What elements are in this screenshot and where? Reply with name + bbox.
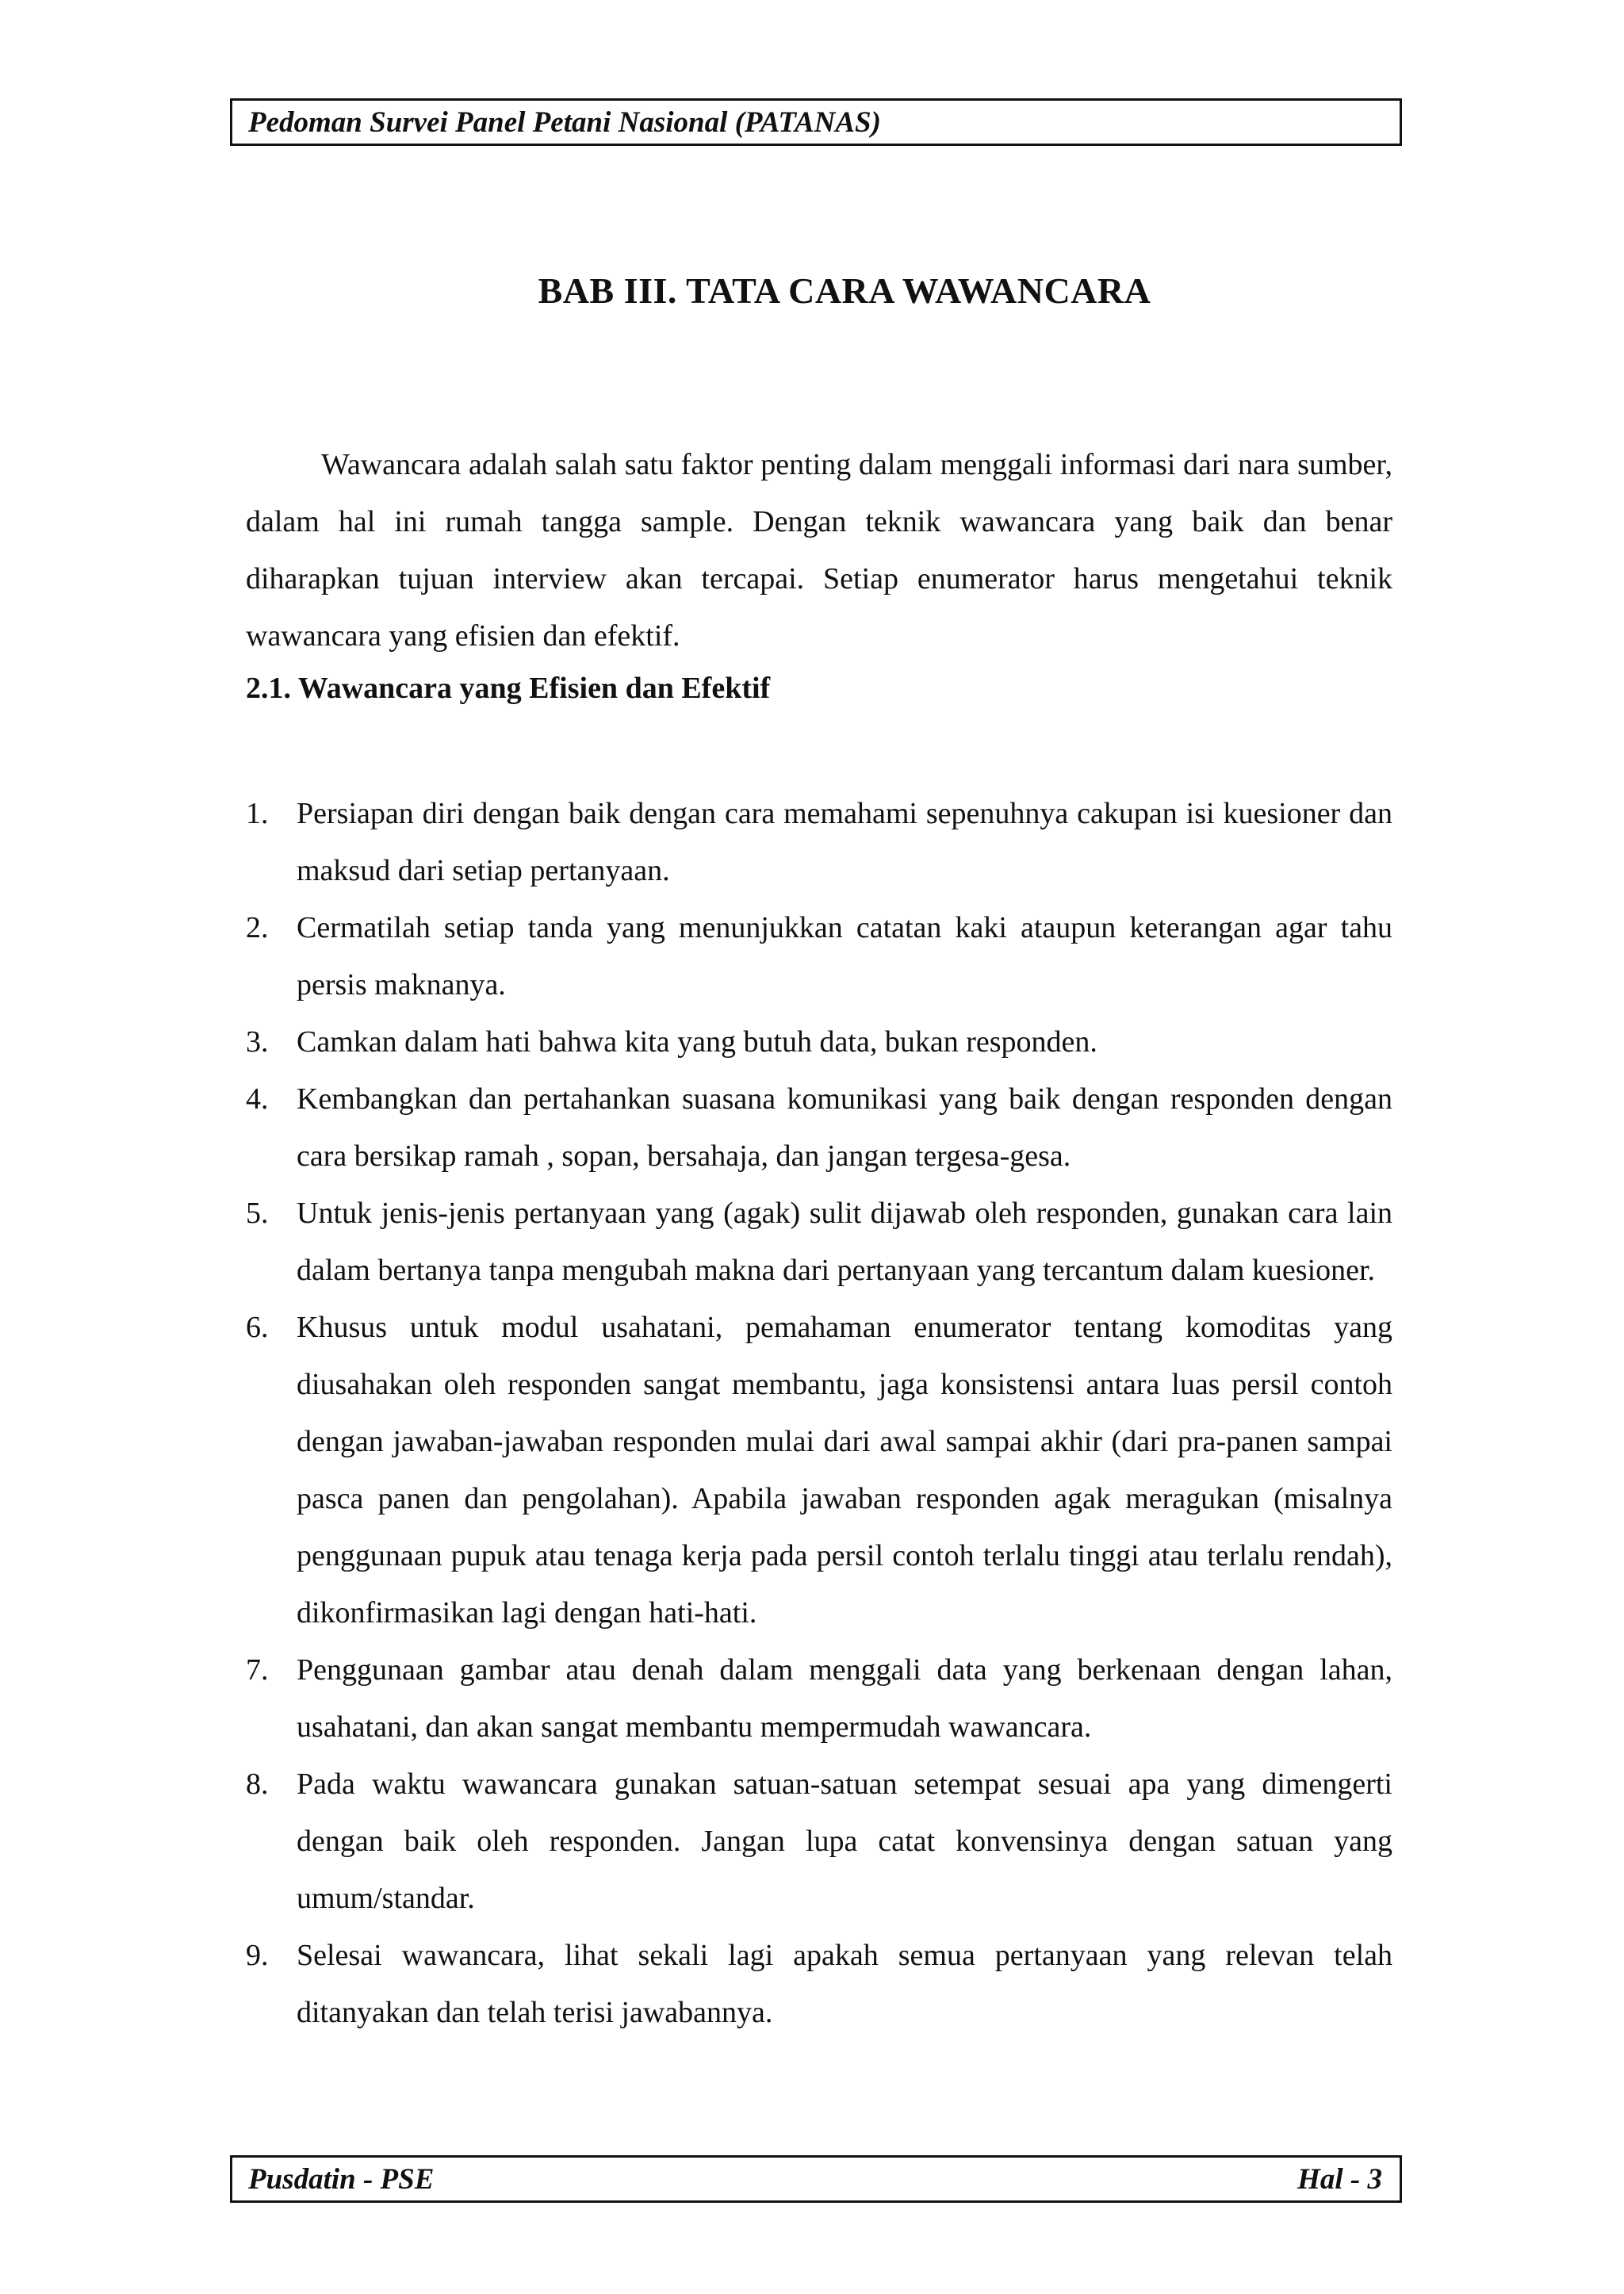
list-item-number: 3.: [246, 1025, 269, 1059]
list-item-number: 1.: [246, 797, 269, 830]
list-item: [246, 1185, 1392, 1299]
list-item-text: Persiapan diri dengan baik dengan cara memahami sepenuhnya cakupan isi kuesioner dan maksud dari setiap pertanyaan.: [297, 797, 1392, 887]
list-item-number: 5.: [246, 1197, 269, 1230]
list-item: [246, 1756, 1392, 1927]
list-item-text: Selesai wawancara, lihat sekali lagi apakah semua pertanyaan yang relevan telah ditanyakan dan telah terisi jawabannya.: [297, 1939, 1392, 2029]
list-item: [246, 785, 1392, 899]
list-item: [246, 899, 1392, 1013]
list-item-number: 6.: [246, 1311, 269, 1344]
guideline-list: [246, 785, 1392, 2041]
list-item-text: Camkan dalam hati bahwa kita yang butuh data, bukan responden.: [297, 1025, 1097, 1059]
running-header: [230, 98, 1402, 146]
list-item: [246, 1070, 1392, 1185]
list-item-text: Khusus untuk modul usahatani, pemahaman enumerator tentang komoditas yang diusahakan oleh responden sangat membantu, jaga konsistensi antara luas persil contoh dengan jawaban-jawaban responden mulai dari awal sampai akhir (dari pra-panen sampai pasca panen dan pengolahan). Apabila jawaban responden agak meragukan (misalnya penggunaan pupuk atau tenaga kerja pada persil contoh terlalu tinggi atau terlalu rendah), dikonfirmasikan lagi dengan hati-hati.: [297, 1311, 1392, 1630]
list-item-text: Untuk jenis-jenis pertanyaan yang (agak) sulit dijawab oleh responden, gunakan cara lain dalam bertanya tanpa mengubah makna dari pertanyaan yang tercantum dalam kuesioner.: [297, 1197, 1392, 1287]
header-title: Pedoman Survei Panel Petani Nasional (PATANAS): [248, 105, 881, 139]
intro-paragraph: Wawancara adalah salah satu faktor penting dalam menggali informasi dari nara sumber, dalam hal ini rumah tangga sample. Dengan teknik wawancara yang baik dan benar diharapkan tujuan interview akan tercapai. Setiap enumerator harus mengetahui teknik wawancara yang efisien dan efektif.: [246, 448, 1392, 653]
list-item-number: 7.: [246, 1653, 269, 1687]
page-number: Hal - 3: [1297, 2162, 1382, 2196]
running-footer: [230, 2155, 1402, 2203]
section-heading: 2.1. Wawancara yang Efisien dan Efektif: [246, 672, 771, 705]
list-item-text: Cermatilah setiap tanda yang menunjukkan catatan kaki ataupun keterangan agar tahu persis maknanya.: [297, 911, 1392, 1001]
list-item-text: Pada waktu wawancara gunakan satuan-satuan setempat sesuai apa yang dimengerti dengan baik oleh responden. Jangan lupa catat konvensinya dengan satuan yang umum/standar.: [297, 1767, 1392, 1915]
list-item-number: 9.: [246, 1939, 269, 1972]
list-item-number: 8.: [246, 1767, 269, 1801]
list-item-number: 4.: [246, 1082, 269, 1116]
list-item-text: Kembangkan dan pertahankan suasana komunikasi yang baik dengan responden dengan cara bersikap ramah , sopan, bersahaja, dan jangan tergesa-gesa.: [297, 1082, 1392, 1173]
chapter-title: BAB III. TATA CARA WAWANCARA: [538, 270, 1151, 311]
list-item: [246, 1927, 1392, 2041]
list-item-text: Penggunaan gambar atau denah dalam menggali data yang berkenaan dengan lahan, usahatani, dan akan sangat membantu mempermudah wawancara.: [297, 1653, 1392, 1744]
list-item: [246, 1641, 1392, 1756]
list-item: [246, 1299, 1392, 1641]
list-item-number: 2.: [246, 911, 269, 944]
footer-publisher: Pusdatin - PSE: [248, 2162, 435, 2196]
list-item: [246, 1013, 1392, 1070]
